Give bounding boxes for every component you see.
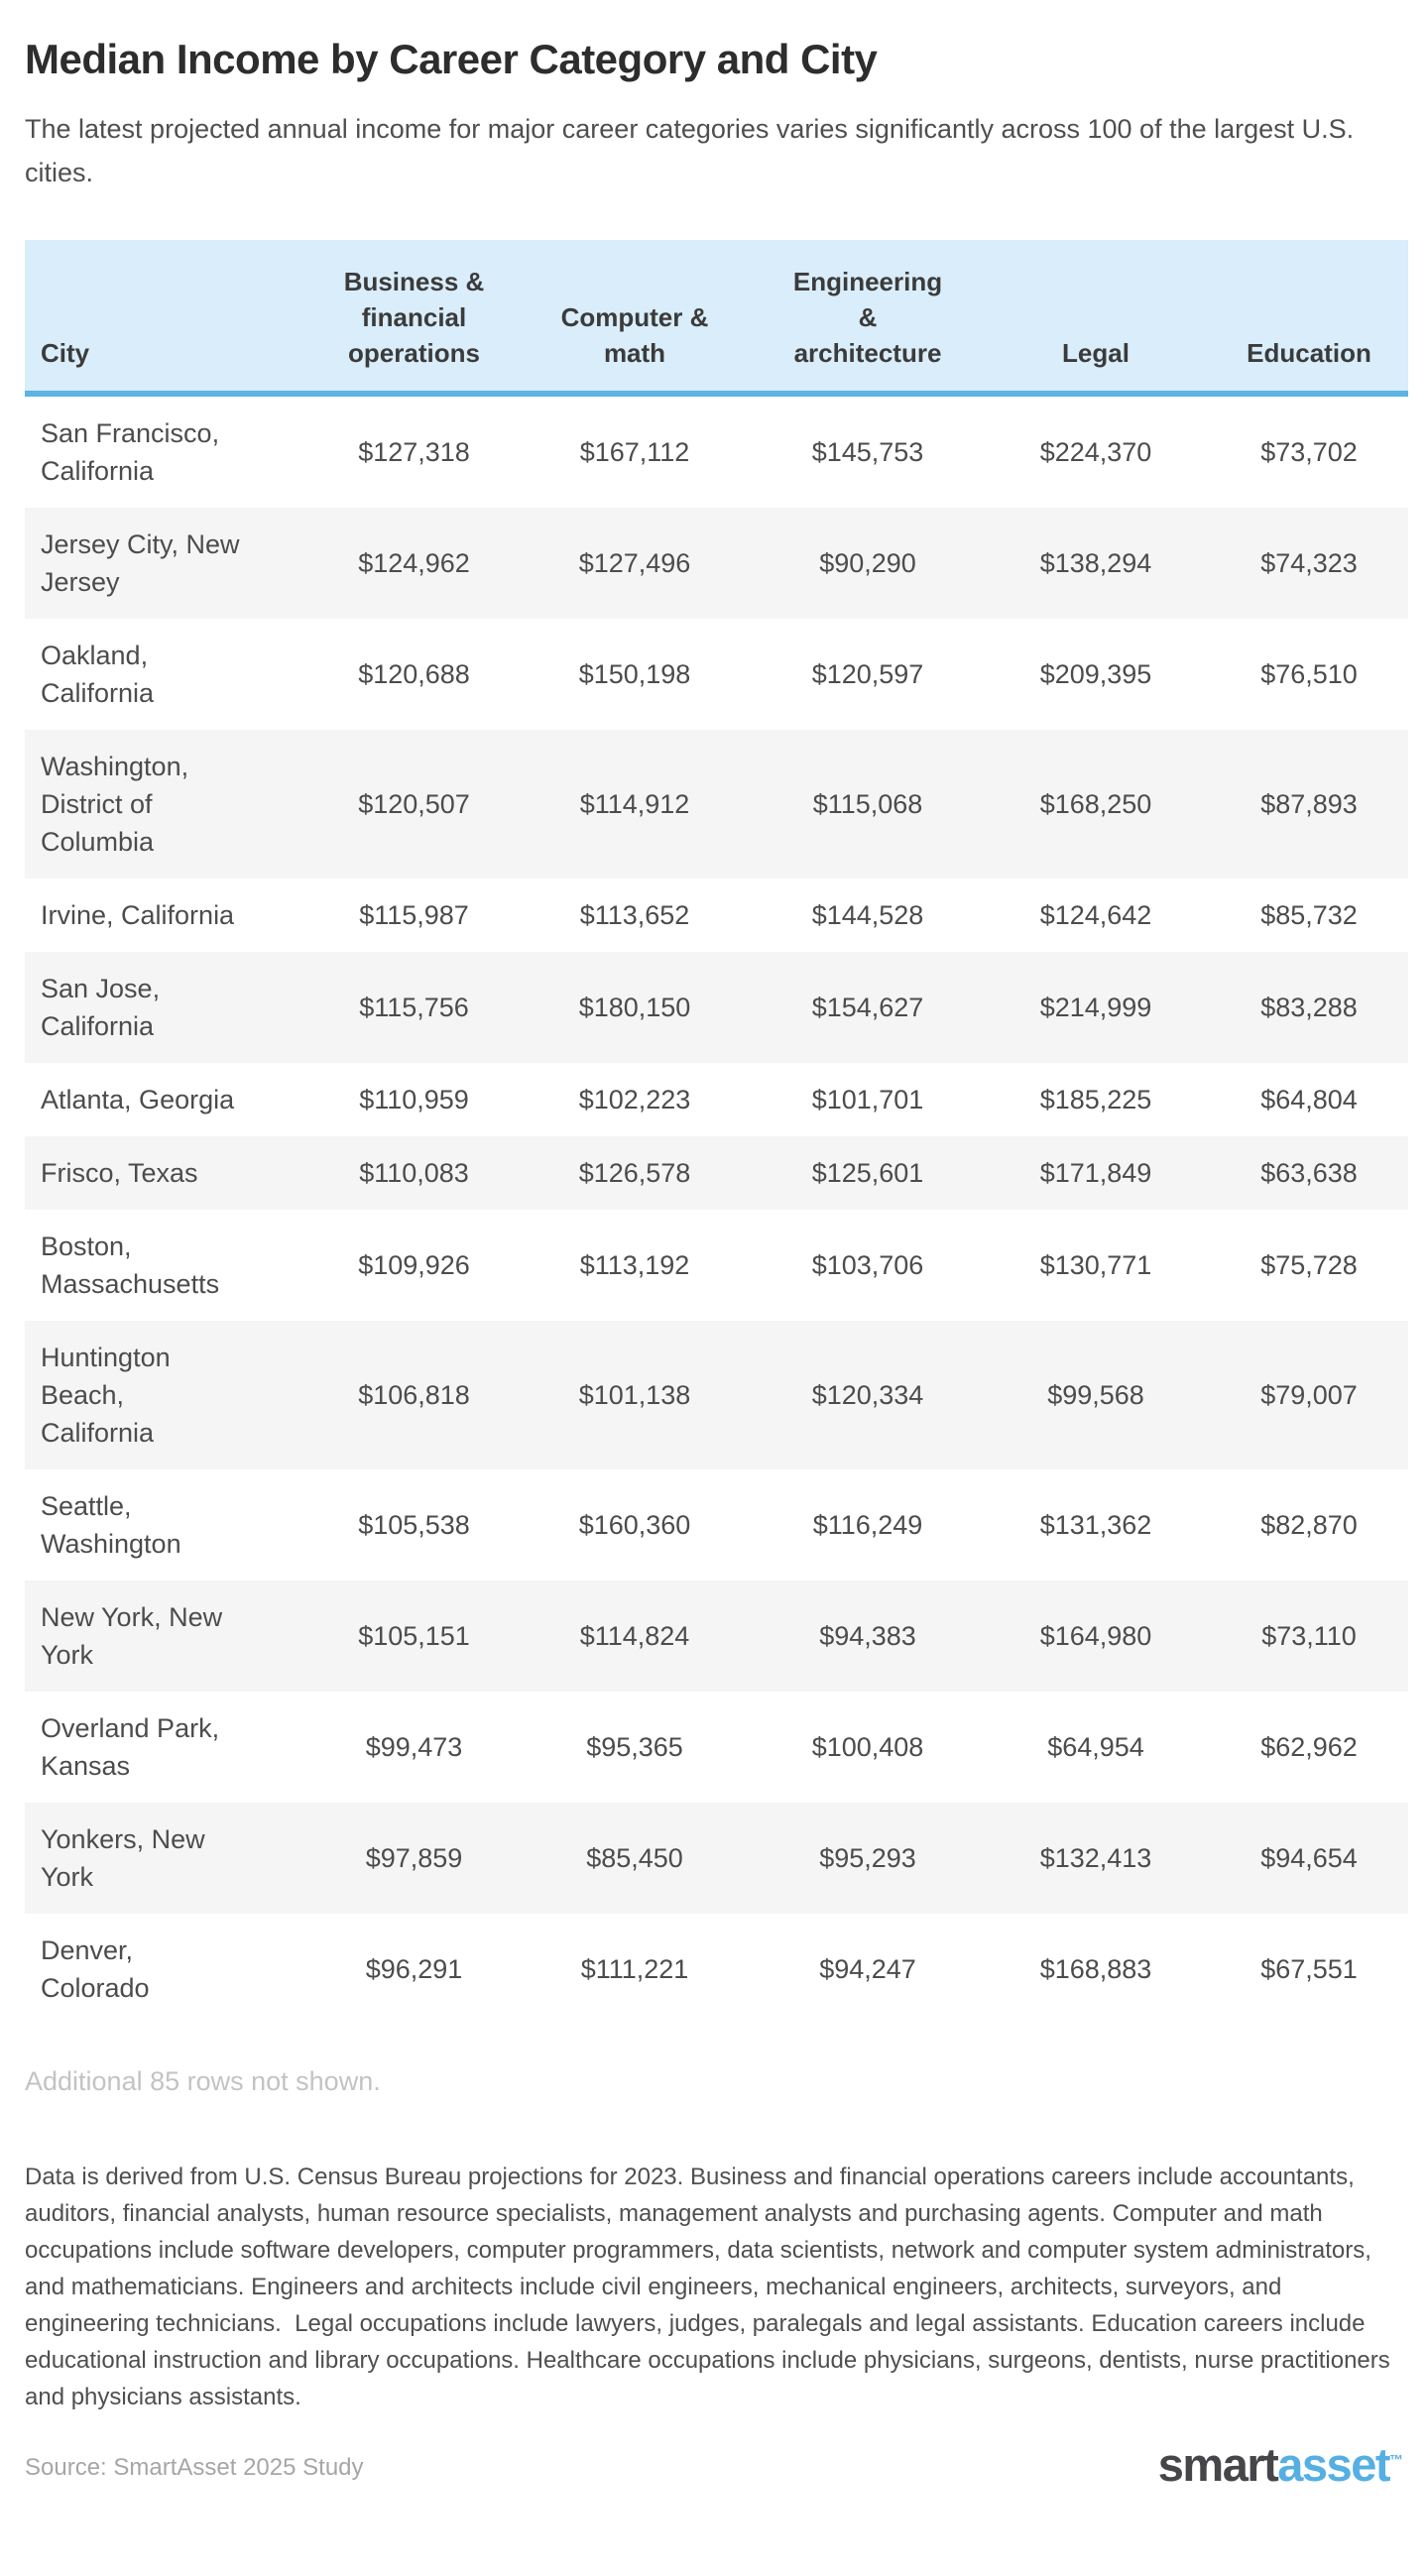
value-cell: $115,068 <box>812 789 923 819</box>
value-cell: $110,083 <box>359 1158 469 1188</box>
city-cell-text: Atlanta, Georgia <box>41 1085 235 1114</box>
page-subtitle: The latest projected annual income for major career categories varies significantly across 100 of the largest U.S. cities. <box>25 114 1355 187</box>
value-cell: $145,753 <box>811 437 924 467</box>
value-cell: $168,250 <box>1039 789 1152 819</box>
value-cell: $101,701 <box>811 1085 924 1114</box>
value-cell: $103,706 <box>811 1250 924 1280</box>
value-cell: $154,627 <box>811 993 924 1022</box>
city-cell <box>25 1581 312 1692</box>
value-cell: $209,395 <box>1039 659 1152 689</box>
value-cell: $127,318 <box>358 437 470 467</box>
table-header <box>25 240 1408 394</box>
value-cell: $111,221 <box>580 1954 689 1984</box>
city-cell <box>25 1692 312 1803</box>
value-cell: $105,538 <box>358 1510 470 1540</box>
value-cell: $67,551 <box>1260 1954 1358 1984</box>
city-cell <box>25 1136 312 1210</box>
city-cell-text: San Jose, California <box>41 974 161 1041</box>
value-cell: $106,818 <box>358 1380 470 1410</box>
value-cell: $95,293 <box>819 1843 916 1873</box>
city-cell-text: Boston, Massachusetts <box>41 1231 220 1299</box>
value-cell: $168,883 <box>1039 1954 1152 1984</box>
table-row <box>25 1581 1408 1692</box>
value-cell: $64,804 <box>1260 1085 1358 1114</box>
truncation-note: Additional 85 rows not shown. <box>25 2066 381 2096</box>
value-cell: $114,824 <box>579 1621 690 1651</box>
city-cell-text: New York, New York <box>41 1602 223 1670</box>
value-cell: $115,756 <box>359 993 469 1022</box>
table-header-row <box>25 240 1408 394</box>
value-cell: $116,249 <box>812 1510 923 1540</box>
value-cell: $94,654 <box>1260 1843 1358 1873</box>
value-cell: $164,980 <box>1039 1621 1152 1651</box>
value-cell: $63,638 <box>1260 1158 1358 1188</box>
city-cell-text: Jersey City, New Jersey <box>41 529 240 597</box>
city-cell <box>25 1063 312 1136</box>
value-cell: $75,728 <box>1260 1250 1358 1280</box>
value-cell: $99,473 <box>365 1732 463 1762</box>
city-cell <box>25 619 312 730</box>
city-cell <box>25 1914 312 2025</box>
city-cell <box>25 1469 312 1581</box>
table-row <box>25 619 1408 730</box>
table-row <box>25 1803 1408 1914</box>
value-cell: $79,007 <box>1260 1380 1358 1410</box>
value-cell: $115,987 <box>359 900 469 930</box>
value-cell: $96,291 <box>365 1954 463 1984</box>
value-cell: $90,290 <box>819 548 916 578</box>
value-cell: $144,528 <box>811 900 924 930</box>
value-cell: $95,365 <box>586 1732 683 1762</box>
table-row <box>25 1469 1408 1581</box>
column-header-education: Education <box>1210 240 1408 394</box>
value-cell: $126,578 <box>578 1158 691 1188</box>
column-header-legal: Legal <box>982 240 1210 394</box>
city-cell <box>25 394 312 508</box>
value-cell: $76,510 <box>1260 659 1358 689</box>
value-cell: $124,962 <box>358 548 470 578</box>
table-row <box>25 394 1408 508</box>
value-cell: $62,962 <box>1260 1732 1358 1762</box>
column-header-business-financial-operations: Business & financial operations <box>312 240 516 394</box>
value-cell: $105,151 <box>358 1621 470 1651</box>
value-cell: $85,732 <box>1260 900 1358 930</box>
value-cell: $114,912 <box>579 789 690 819</box>
city-cell-text: Irvine, California <box>41 900 235 930</box>
value-cell: $113,652 <box>579 900 690 930</box>
value-cell: $74,323 <box>1260 548 1358 578</box>
value-cell: $150,198 <box>578 659 691 689</box>
value-cell: $73,110 <box>1261 1621 1357 1651</box>
table-row <box>25 730 1408 878</box>
value-cell: $64,954 <box>1047 1732 1144 1762</box>
value-cell: $100,408 <box>811 1732 924 1762</box>
table-row <box>25 1063 1408 1136</box>
city-cell <box>25 1321 312 1469</box>
value-cell: $224,370 <box>1039 437 1152 467</box>
value-cell: $85,450 <box>586 1843 683 1873</box>
footnote: Data is derived from U.S. Census Bureau projections for 2023. Business and financial operations careers include accountants, auditors, financial analysts, human resource specialists, management analysts and purchasing agents. Computer and math occupations include software developers, computer programmers, data scientists, network and computer system administrators, and mathematicians. Engineers and architects include civil engineers, mechanical engineers, architects, surveyors, and engineering technicians. Legal occupations include lawyers, judges, paralegals and legal assistants. Education careers include educational instruction and library occupations. Healthcare occupations include physicians, surgeons, dentists, nurse practitioners and physicians assistants. <box>25 2164 1397 2410</box>
column-header-computer-math: Computer & math <box>516 240 754 394</box>
bottom-row <box>25 2438 1403 2491</box>
income-table <box>25 240 1408 2025</box>
city-cell-text: Washington, District of Columbia <box>41 752 189 857</box>
table-row <box>25 1914 1408 2025</box>
city-cell-text: Frisco, Texas <box>41 1158 198 1188</box>
table-row <box>25 952 1408 1063</box>
value-cell: $171,849 <box>1039 1158 1152 1188</box>
value-cell: $94,247 <box>819 1954 916 1984</box>
value-cell: $87,893 <box>1260 789 1358 819</box>
table-row <box>25 1136 1408 1210</box>
city-cell <box>25 730 312 878</box>
logo-text-asset: asset <box>1277 2438 1389 2491</box>
value-cell: $160,360 <box>578 1510 691 1540</box>
value-cell: $99,568 <box>1047 1380 1144 1410</box>
value-cell: $110,959 <box>359 1085 469 1114</box>
value-cell: $185,225 <box>1039 1085 1152 1114</box>
logo-text-smart: smart <box>1157 2438 1278 2491</box>
city-cell-text: Overland Park, Kansas <box>41 1713 220 1781</box>
city-cell-text: Huntington Beach, California <box>41 1343 171 1448</box>
table-row <box>25 1692 1408 1803</box>
table-row <box>25 508 1408 619</box>
city-cell-text: San Francisco, California <box>41 418 220 486</box>
value-cell: $180,150 <box>578 993 691 1022</box>
value-cell: $113,192 <box>579 1250 690 1280</box>
page-title: Median Income by Career Category and City <box>25 36 878 82</box>
column-header-engineering-architecture: Engineering & architecture <box>754 240 982 394</box>
value-cell: $97,859 <box>365 1843 463 1873</box>
city-cell-text: Denver, Colorado <box>41 1935 150 2003</box>
smartasset-logo <box>1157 2438 1403 2491</box>
city-cell <box>25 952 312 1063</box>
city-cell-text: Oakland, California <box>41 641 155 708</box>
value-cell: $101,138 <box>578 1380 691 1410</box>
city-cell <box>25 1803 312 1914</box>
table-body <box>25 394 1408 2025</box>
value-cell: $214,999 <box>1039 993 1152 1022</box>
value-cell: $167,112 <box>579 437 690 467</box>
table-row <box>25 1210 1408 1321</box>
table-row <box>25 1321 1408 1469</box>
city-cell-text: Seattle, Washington <box>41 1491 181 1559</box>
column-header-city: City <box>25 240 312 394</box>
city-cell <box>25 1210 312 1321</box>
value-cell: $83,288 <box>1260 993 1358 1022</box>
value-cell: $82,870 <box>1260 1510 1358 1540</box>
value-cell: $94,383 <box>819 1621 916 1651</box>
value-cell: $120,597 <box>811 659 924 689</box>
value-cell: $109,926 <box>358 1250 470 1280</box>
value-cell: $120,507 <box>358 789 470 819</box>
city-cell <box>25 878 312 952</box>
value-cell: $73,702 <box>1260 437 1358 467</box>
value-cell: $138,294 <box>1039 548 1152 578</box>
source-note: Source: SmartAsset 2025 Study <box>25 2454 364 2481</box>
value-cell: $102,223 <box>578 1085 691 1114</box>
value-cell: $130,771 <box>1039 1250 1152 1280</box>
value-cell: $125,601 <box>811 1158 924 1188</box>
city-cell-text: Yonkers, New York <box>41 1824 205 1892</box>
value-cell: $127,496 <box>578 548 691 578</box>
logo-trademark-icon: ™ <box>1389 2451 1403 2468</box>
city-cell <box>25 508 312 619</box>
value-cell: $131,362 <box>1039 1510 1152 1540</box>
table-row <box>25 878 1408 952</box>
value-cell: $120,688 <box>358 659 470 689</box>
value-cell: $124,642 <box>1039 900 1152 930</box>
value-cell: $132,413 <box>1039 1843 1152 1873</box>
value-cell: $120,334 <box>811 1380 924 1410</box>
